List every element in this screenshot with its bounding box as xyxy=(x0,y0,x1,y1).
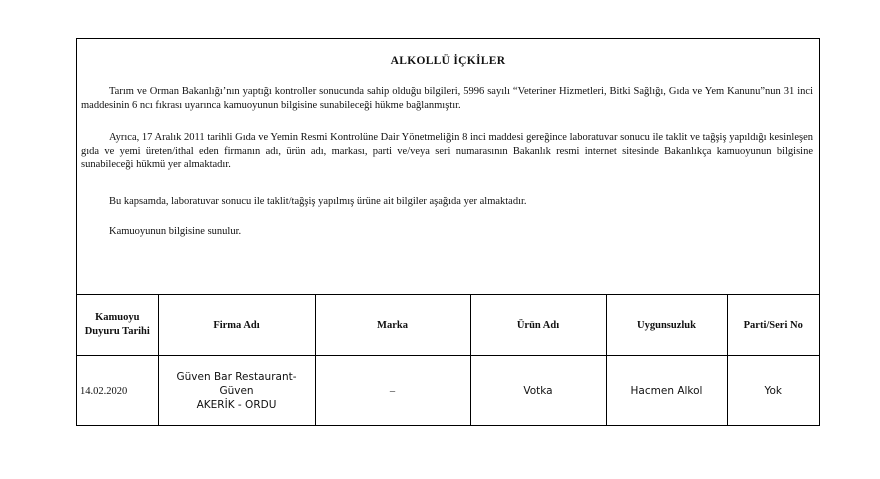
paragraph-closing: Kamuoyunun bilgisine sunulur. xyxy=(109,226,242,237)
cell-lot: Yok xyxy=(727,356,819,427)
header-lot-number: Parti/Seri No xyxy=(727,295,819,356)
header-date-line1: Kamuoyu xyxy=(95,312,140,323)
header-violation: Uygunsuzluk xyxy=(606,295,727,356)
cell-firm-line1: Güven Bar Restaurant-Güven xyxy=(176,371,297,397)
table-row xyxy=(77,356,819,427)
cell-firm-line2: AKERİK - ORDU xyxy=(196,399,277,411)
document-frame xyxy=(76,38,820,426)
header-brand: Marka xyxy=(315,295,470,356)
paragraph-regulation: Ayrıca, 17 Aralık 2011 tarihli Gıda ve Yemin Resmi Kontrolüne Dair Yönetmeliğin 8 inci maddesi gereğince laboratuvar sonucu ile taklit ve tağşiş yapıldığı kesinleşen gıda ve yemi üreten/ithal eden firmanın adı, ürün adı, markası, parti ve/veya seri numarasının Bakanlık resmi internet sitesinde Bakanlıkça kamuoyunun bilgisine sunabileceği hükmü yer almaktadır. xyxy=(81,132,813,170)
header-date-line2: Duyuru Tarihi xyxy=(84,326,150,337)
header-announcement-date xyxy=(77,295,158,356)
records-table xyxy=(77,295,819,426)
paragraph-scope: Bu kapsamda, laboratuvar sonucu ile taklit/tağşiş yapılmış ürüne ait bilgiler aşağıda yer almaktadır. xyxy=(109,196,527,207)
table-header-row xyxy=(77,295,819,356)
cell-date: 14.02.2020 xyxy=(77,356,158,427)
cell-product: Votka xyxy=(470,356,606,427)
page-title: ALKOLLÜ İÇKİLER xyxy=(390,55,506,67)
header-firm-name: Firma Adı xyxy=(158,295,315,356)
notice-section xyxy=(77,39,819,295)
paragraph-legal-basis: Tarım ve Orman Bakanlığı’nın yaptığı kontroller sonucunda sahip olduğu bilgileri, 5996 sayılı “Veteriner Hizmetleri, Bitki Sağlığı, Gıda ve Yem Kanunu”nun 31 inci maddesinin 6 ncı fıkrası uyarınca kamuoyunun bilgisine sunabileceği hükme bağlanmıştır. xyxy=(81,86,813,111)
cell-brand: – xyxy=(315,356,470,427)
cell-firm xyxy=(158,356,315,427)
cell-violation: Hacmen Alkol xyxy=(606,356,727,427)
header-product-name: Ürün Adı xyxy=(470,295,606,356)
